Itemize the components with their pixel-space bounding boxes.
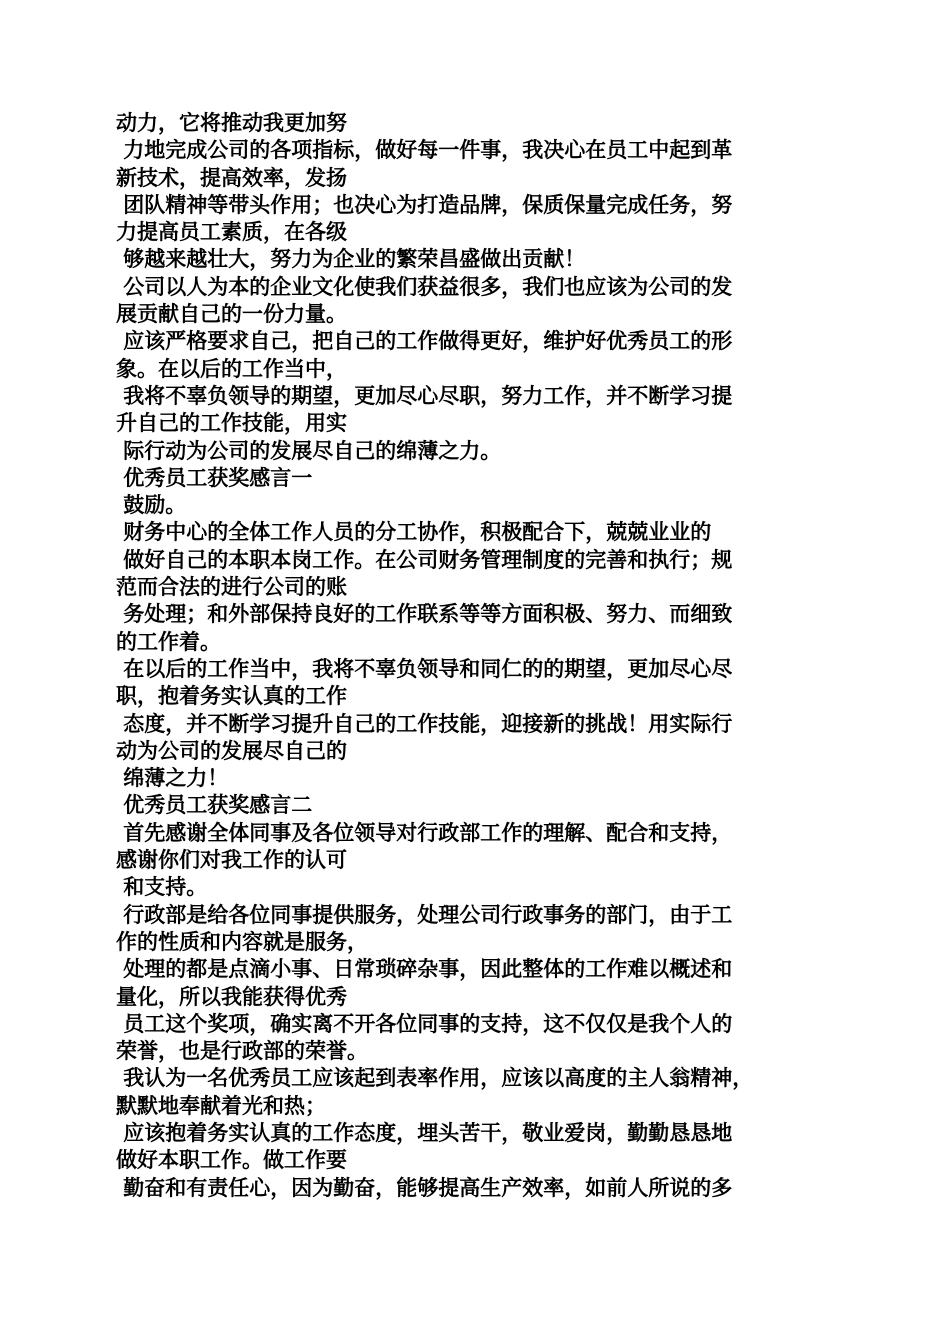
text-line: 公司以人为本的企业文化使我们获益很多，我们也应该为公司的发 [116, 274, 733, 299]
text-line: 绵薄之力！ [116, 766, 229, 791]
text-line: 职，抱着务实认真的工作 [116, 684, 347, 709]
text-line: 力提高员工素质，在各级 [116, 220, 347, 245]
text-line: 态度，并不断学习提升自己的工作技能，迎接新的挑战！用实际行 [116, 711, 733, 736]
text-line: 我将不辜负领导的期望，更加尽心尽职，努力工作，并不断学习提 [116, 383, 733, 408]
text-line: 应该严格要求自己，把自己的工作做得更好，维护好优秀员工的形 [116, 329, 733, 354]
text-line: 际行动为公司的发展尽自己的绵薄之力。 [116, 438, 502, 463]
text-line: 力地完成公司的各项指标，做好每一件事，我决心在员工中起到革 [116, 138, 733, 163]
text-line: 财务中心的全体工作人员的分工协作，积极配合下，兢兢业业的 [116, 520, 712, 545]
text-line: 新技术，提高效率，发扬 [116, 165, 347, 190]
text-line: 升自己的工作技能，用实 [116, 411, 347, 436]
text-line: 和支持。 [116, 875, 208, 900]
text-line: 做好本职工作。做工作要 [116, 1148, 347, 1173]
text-line: 象。在以后的工作当中， [116, 356, 347, 381]
text-line: 感谢你们对我工作的认可 [116, 848, 347, 873]
text-line: 首先感谢全体同事及各位领导对行政部工作的理解、配合和支持， [116, 820, 733, 845]
text-line: 处理的都是点滴小事、日常琐碎杂事，因此整体的工作难以概述和 [116, 957, 733, 982]
text-line: 在以后的工作当中，我将不辜负领导和同仁的的期望，更加尽心尽 [116, 656, 733, 681]
text-line: 动力，它将推动我更加努 [116, 111, 347, 135]
document-page [116, 110, 832, 1202]
text-line: 行政部是给各位同事提供服务，处理公司行政事务的部门，由于工 [116, 902, 733, 927]
text-line: 展贡献自己的一份力量。 [116, 302, 347, 327]
text-line: 应该抱着务实认真的工作态度，埋头苦干，敬业爱岗，勤勤恳恳地 [116, 1120, 733, 1145]
text-line: 员工这个奖项，确实离不开各位同事的支持，这不仅仅是我个人的 [116, 1011, 733, 1036]
text-line: 做好自己的本职本岗工作。在公司财务管理制度的完善和执行；规 [116, 547, 733, 572]
section-heading: 优秀员工获奖感言一 [116, 465, 313, 490]
text-line: 务处理；和外部保持良好的工作联系等等方面积极、努力、而细致 [116, 602, 733, 627]
text-line: 动为公司的发展尽自己的 [116, 738, 347, 763]
text-line: 我认为一名优秀员工应该起到表率作用，应该以高度的主人翁精神， [116, 1066, 754, 1091]
text-line: 够越来越壮大，努力为企业的繁荣昌盛做出贡献！ [116, 247, 586, 272]
section-heading: 优秀员工获奖感言二 [116, 793, 313, 818]
text-line: 勤奋和有责任心，因为勤奋，能够提高生产效率，如前人所说的多 [116, 1175, 733, 1200]
text-line: 鼓励。 [116, 493, 187, 518]
text-line: 团队精神等带头作用；也决心为打造品牌，保质保量完成任务，努 [116, 192, 733, 217]
text-line: 的工作着。 [116, 629, 221, 654]
text-line: 荣誉，也是行政部的荣誉。 [116, 1039, 368, 1064]
text-line: 作的性质和内容就是服务， [116, 929, 368, 954]
text-line: 默默地奉献着光和热； [116, 1093, 326, 1118]
text-line: 量化，所以我能获得优秀 [116, 984, 347, 1009]
text-line: 范而合法的进行公司的账 [116, 575, 347, 600]
